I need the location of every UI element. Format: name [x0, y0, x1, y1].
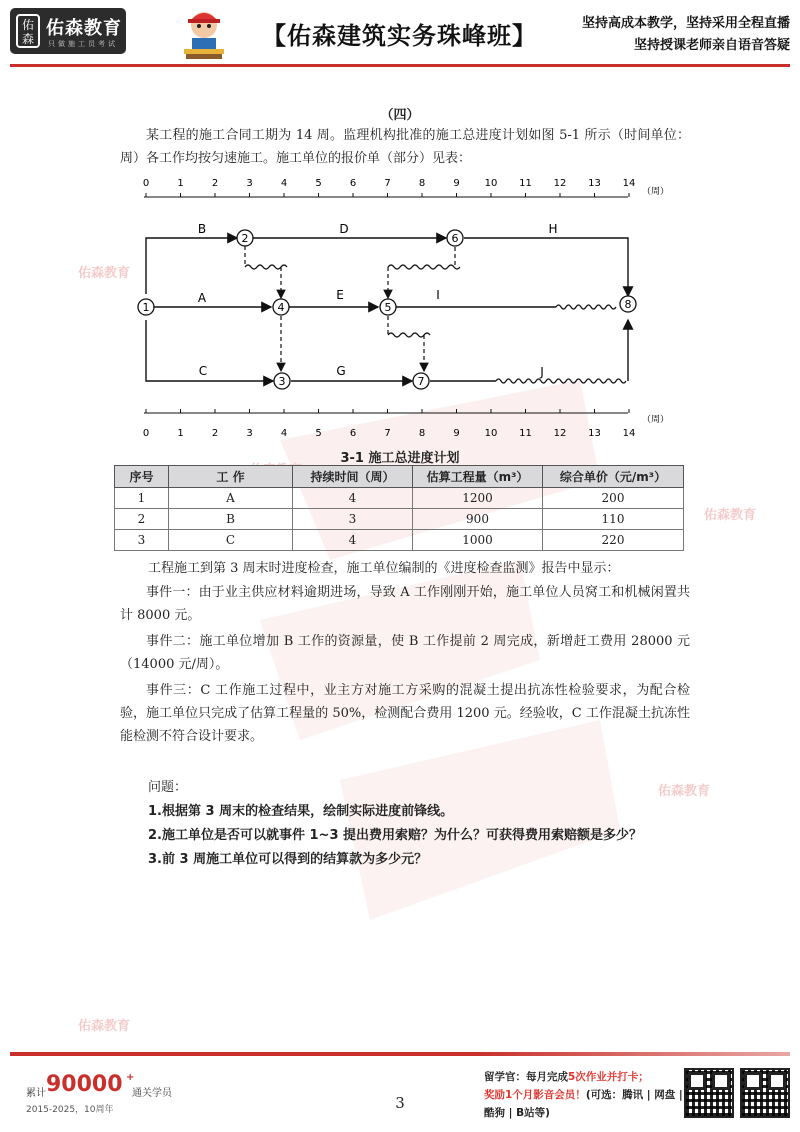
table-cell: 2 [115, 509, 169, 530]
axis-tick-label: 3 [246, 178, 253, 189]
table-cell: B [169, 509, 293, 530]
stat-prefix: 累计 [26, 1088, 46, 1099]
table-cell: 1 [115, 488, 169, 509]
top-axis-ticks [143, 178, 636, 197]
questions-title: 问题： [148, 780, 188, 795]
axis-tick-label: 4 [280, 428, 288, 439]
table-cell: 4 [293, 488, 413, 509]
activity-label: C [198, 364, 208, 378]
table-row [115, 530, 684, 551]
table-cell: 1200 [413, 488, 543, 509]
bottom-axis-unit: （周） [642, 415, 670, 425]
column-header: 工 作 [169, 466, 293, 488]
activity-label: H [548, 222, 558, 236]
footer-divider [10, 1052, 790, 1056]
column-header: 估算工程量（m³） [413, 466, 543, 488]
stat-suffix: 通关学员 [132, 1088, 172, 1099]
axis-tick-label: 1 [177, 428, 184, 439]
page-footer [0, 1050, 800, 1132]
node-label: 6 [451, 232, 459, 245]
slogan-line-1: 坚持高成本教学，坚持采用全程直播 [581, 16, 790, 31]
event-3: 事件三：C 工作施工过程中，业主方对施工方采购的混凝土提出抗冻性检验要求，为配合检验，施工单位只完成了估算工程量的 50%，检测配合费用 1200 元。经验收，C 工作混凝土抗冻性能检测不符合设计要求。 [120, 683, 690, 744]
promo-highlight-1: 5次作业并打卡； [568, 1071, 649, 1083]
top-axis-unit: （周） [642, 187, 670, 197]
table-cell: 1000 [413, 530, 543, 551]
section-title: （四） [380, 108, 420, 123]
axis-tick-label: 6 [349, 178, 357, 189]
activity-label: I [436, 288, 440, 302]
node-label: 4 [277, 301, 285, 314]
table-cell: A [169, 488, 293, 509]
axis-tick-label: 7 [384, 428, 391, 439]
axis-tick-label: 13 [588, 428, 601, 439]
watermark: 佑森教育 [704, 508, 757, 523]
table-cell: 220 [543, 530, 684, 551]
question-1: 1.根据第 3 周末的检查结果，绘制实际进度前锋线。 [148, 804, 454, 819]
activity-labels [198, 222, 558, 379]
question-2: 2.施工单位是否可以就事件 1~3 提出费用索赔？为什么？可获得费用索赔额是多少？ [148, 828, 643, 843]
axis-tick-label: 5 [315, 428, 322, 439]
axis-tick-label: 10 [484, 428, 498, 439]
header-divider [10, 64, 790, 67]
qr-code-icon [684, 1068, 734, 1118]
activity-i-free-float [556, 305, 616, 309]
node-label: 2 [241, 232, 249, 245]
node-label: 3 [278, 375, 286, 388]
watermark: 佑森教育 [78, 266, 131, 281]
table-row [115, 509, 684, 530]
column-header: 持续时间（周） [293, 466, 413, 488]
column-header: 序号 [115, 466, 169, 488]
activity-label: J [540, 365, 544, 379]
table-cell: 3 [293, 509, 413, 530]
mascot-illustration [178, 5, 230, 61]
network-nodes [138, 230, 636, 389]
axis-tick-label: 5 [315, 178, 322, 189]
axis-tick-label: 8 [418, 178, 426, 189]
logo-seal: 佑森 [16, 14, 40, 48]
axis-tick-label: 9 [453, 428, 460, 439]
activity-b-arrow [146, 238, 237, 294]
axis-tick-label: 14 [622, 428, 636, 439]
page-number: 3 [395, 1094, 405, 1112]
stat-years: 2015-2025，10周年 [26, 1105, 114, 1115]
axis-tick-label: 10 [484, 178, 498, 189]
activity-h-arrow [464, 238, 628, 296]
check-paragraph: 工程施工到第 3 周末时进度检查，施工单位编制的《进度检查监测》报告中显示： [148, 561, 620, 576]
promo-lead: 留学官：每月完成 [484, 1071, 568, 1083]
axis-tick-label: 11 [519, 178, 532, 189]
activity-j-free-float [496, 379, 626, 383]
intro-paragraph: 某工程的施工合同工期为 14 周。监理机构批准的施工总进度计划如图 5-1 所示（时间单位：周）各工作均按匀速施工。施工单位的报价单（部分）见表： [120, 128, 690, 166]
promo-highlight-2: 奖励1个月影音会员！ [484, 1089, 586, 1101]
table-cell: 200 [543, 488, 684, 509]
event-2: 事件二：施工单位增加 B 工作的资源量，使 B 工作提前 2 周完成，新增赶工费用 28000 元（14000 元/周）。 [120, 634, 690, 672]
table-cell: 110 [543, 509, 684, 530]
node-label: 8 [624, 298, 632, 311]
activity-label: E [336, 288, 344, 302]
axis-tick-label: 2 [211, 178, 219, 189]
axis-tick-label: 6 [349, 428, 357, 439]
table-caption: 3-1 施工总进度计划 [340, 451, 460, 466]
stat-number: 90000 [46, 1072, 123, 1097]
axis-tick-label: 9 [453, 178, 460, 189]
schedule-table [114, 465, 684, 551]
column-header: 综合单价（元/m³） [543, 466, 684, 488]
activity-label: B [197, 222, 207, 236]
activity-label: D [339, 222, 349, 236]
axis-tick-label: 1 [177, 178, 184, 189]
logo-text: 佑森教育 [46, 18, 122, 39]
axis-tick-label: 12 [553, 178, 567, 189]
axis-tick-label: 14 [622, 178, 636, 189]
promo-text [484, 1068, 684, 1122]
axis-tick-label: 7 [384, 178, 391, 189]
axis-tick-label: 13 [588, 178, 601, 189]
network-schedule-diagram [110, 170, 670, 440]
qr-code-icon [740, 1068, 790, 1118]
axis-tick-label: 4 [280, 178, 288, 189]
axis-tick-label: 8 [418, 428, 426, 439]
activity-c-arrow [146, 320, 273, 381]
promo-options: (可选：腾讯 | 网盘 | 酷狗 | B站等) [484, 1089, 683, 1119]
table-cell: 900 [413, 509, 543, 530]
activity-label: G [336, 364, 346, 378]
table-header-row [115, 466, 684, 488]
axis-tick-label: 12 [553, 428, 567, 439]
table-cell: 3 [115, 530, 169, 551]
brand-logo [10, 8, 126, 54]
axis-tick-label: 0 [142, 178, 150, 189]
node-label: 5 [384, 301, 392, 314]
page-header [0, 0, 800, 66]
watermark: 佑森教育 [658, 784, 711, 799]
table-cell: 4 [293, 530, 413, 551]
activity-label: A [197, 291, 207, 305]
axis-tick-label: 0 [142, 428, 150, 439]
axis-tick-label: 2 [211, 428, 219, 439]
table-row [115, 488, 684, 509]
stat-plus: + [126, 1072, 135, 1083]
watermark: 佑森教育 [78, 1019, 131, 1034]
axis-tick-label: 11 [519, 428, 532, 439]
question-3: 3.前 3 周施工单位可以得到的结算款为多少元？ [148, 852, 428, 867]
node-label: 1 [142, 301, 150, 314]
table-cell: C [169, 530, 293, 551]
dummy-6-5-wave [388, 265, 460, 269]
course-title: 【佑森建筑实务珠峰班】 [262, 22, 537, 50]
event-1: 事件一：由于业主供应材料逾期进场，导致 A 工作刚刚开始，施工单位人员窝工和机械闲置共计 8000 元。 [120, 585, 690, 623]
node-label: 7 [417, 375, 425, 388]
logo-subtitle: 只做施工员考试 [48, 40, 118, 48]
axis-tick-label: 3 [246, 428, 253, 439]
slogan-line-2: 坚持授课老师亲自语音答疑 [633, 38, 790, 53]
